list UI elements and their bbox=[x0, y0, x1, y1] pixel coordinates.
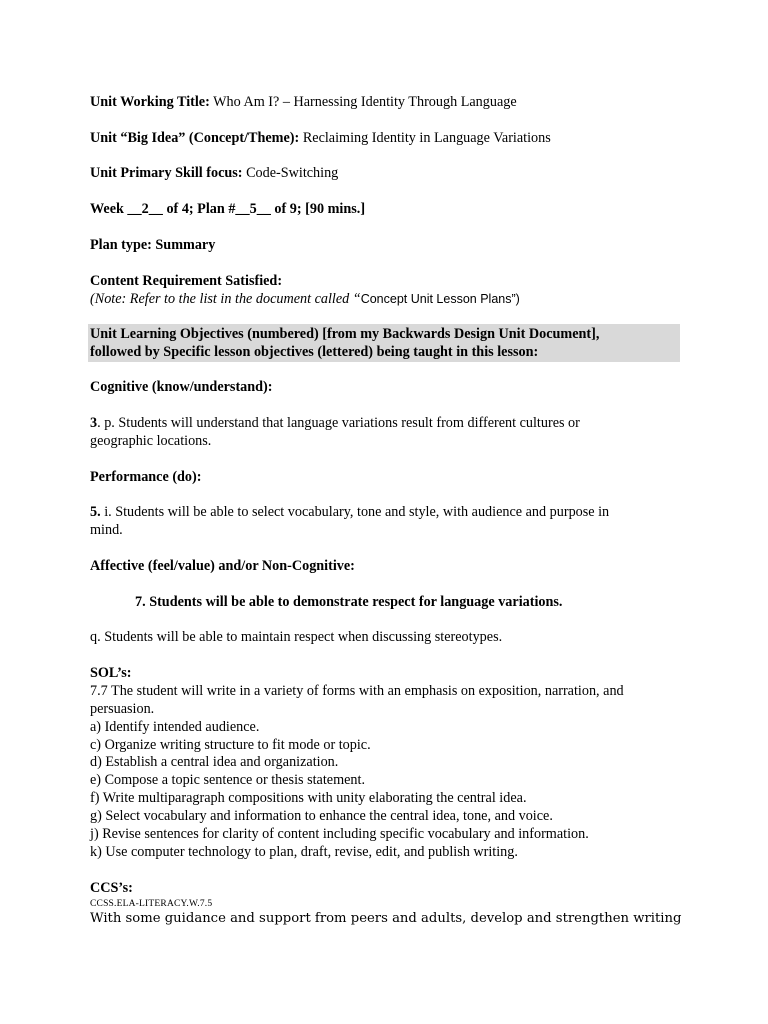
content-requirement-heading: Content Requirement Satisfied: bbox=[90, 273, 283, 289]
sol-item-a: a) Identify intended audience. bbox=[90, 719, 260, 735]
week-plan-line: Week __2__ of 4; Plan #__5__ of 9; [90 mins.] bbox=[90, 201, 366, 217]
cognitive-objective-line2: geographic locations. bbox=[90, 433, 212, 449]
ccss-code: CCSS.ELA-LITERACY.W.7.5 bbox=[90, 899, 213, 909]
objectives-heading-line1: Unit Learning Objectives (numbered) [from my Backwards Design Unit Document], bbox=[90, 326, 600, 342]
affective-main-objective: 7. Students will be able to demonstrate respect for language variations. bbox=[135, 594, 563, 610]
cognitive-heading: Cognitive (know/understand): bbox=[90, 379, 273, 395]
sols-intro-line1: 7.7 The student will write in a variety of forms with an emphasis on exposition, narration, and bbox=[90, 683, 624, 699]
unit-working-title bbox=[90, 93, 517, 111]
note-prefix: (Note: Refer to the list in the document called “ bbox=[90, 291, 361, 307]
plan-type-line: Plan type: Summary bbox=[90, 237, 216, 253]
affective-heading: Affective (feel/value) and/or Non-Cognitive: bbox=[90, 558, 355, 574]
cognitive-number: 3 bbox=[90, 415, 98, 431]
working-title-label: Unit Working Title: bbox=[90, 94, 210, 110]
skill-value: Code-Switching bbox=[242, 165, 339, 181]
skill-label: Unit Primary Skill focus: bbox=[90, 165, 243, 181]
sols-heading: SOL’s: bbox=[90, 665, 132, 681]
sol-item-j: j) Revise sentences for clarity of content including specific vocabulary and information. bbox=[90, 826, 589, 842]
performance-heading: Performance (do): bbox=[90, 469, 202, 485]
page-content bbox=[90, 0, 680, 1024]
ccss-text: With some guidance and support from peers and adults, develop and strengthen writing bbox=[90, 911, 682, 926]
content-requirement-note bbox=[90, 290, 520, 308]
sol-item-g: g) Select vocabulary and information to enhance the central idea, tone, and voice. bbox=[90, 808, 553, 824]
big-idea-value: Reclaiming Identity in Language Variations bbox=[299, 130, 551, 146]
objectives-heading-line2: followed by Specific lesson objectives (lettered) being taught in this lesson: bbox=[90, 344, 539, 360]
sol-item-k: k) Use computer technology to plan, draft, revise, edit, and publish writing. bbox=[90, 844, 518, 860]
sols-intro-line2: persuasion. bbox=[90, 701, 155, 717]
ccss-heading: CCS’s: bbox=[90, 880, 133, 896]
sol-item-d: d) Establish a central idea and organization. bbox=[90, 754, 339, 770]
sol-item-e: e) Compose a topic sentence or thesis statement. bbox=[90, 772, 366, 788]
performance-objective-line1 bbox=[90, 503, 609, 521]
big-idea-label: Unit “Big Idea” (Concept/Theme): bbox=[90, 130, 300, 146]
unit-skill-focus bbox=[90, 164, 338, 182]
note-suffix: Concept Unit Lesson Plans”) bbox=[360, 292, 520, 306]
performance-text: i. Students will be able to select vocabulary, tone and style, with audience and purpose in bbox=[100, 504, 610, 520]
unit-big-idea bbox=[90, 129, 551, 147]
cognitive-text: . p. Students will understand that language variations result from different cultures or bbox=[97, 415, 580, 431]
sol-item-c: c) Organize writing structure to fit mode or topic. bbox=[90, 737, 371, 753]
sol-item-f: f) Write multiparagraph compositions with unity elaborating the central idea. bbox=[90, 790, 527, 806]
affective-sub-objective: q. Students will be able to maintain respect when discussing stereotypes. bbox=[90, 629, 503, 645]
working-title-value: Who Am I? – Harnessing Identity Through Language bbox=[209, 94, 517, 110]
cognitive-objective-line1 bbox=[90, 414, 580, 432]
performance-number: 5. bbox=[90, 504, 101, 520]
performance-objective-line2: mind. bbox=[90, 522, 123, 538]
